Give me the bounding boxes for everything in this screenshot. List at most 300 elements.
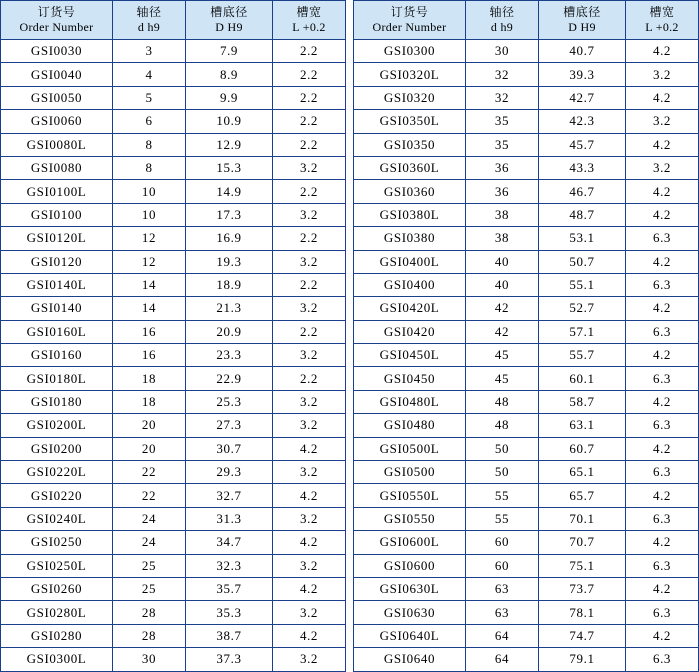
cell-shaft-diameter: 30 bbox=[113, 648, 186, 671]
cell-order-number: GSI0360L bbox=[354, 156, 466, 179]
table-row bbox=[354, 203, 699, 226]
table-row bbox=[1, 63, 346, 86]
cell-groove-width: 4.2 bbox=[626, 437, 699, 460]
header-shaft-diameter bbox=[113, 1, 186, 40]
cell-shaft-diameter: 35 bbox=[466, 133, 539, 156]
cell-shaft-diameter: 42 bbox=[466, 297, 539, 320]
cell-order-number: GSI0140 bbox=[1, 297, 113, 320]
header-row bbox=[354, 1, 699, 40]
cell-groove-width: 6.3 bbox=[626, 601, 699, 624]
cell-groove-width: 4.2 bbox=[273, 531, 346, 554]
right-table-body bbox=[354, 40, 699, 672]
cell-groove-bottom-diameter: 32.3 bbox=[186, 554, 273, 577]
cell-shaft-diameter: 24 bbox=[113, 531, 186, 554]
cell-groove-width: 2.2 bbox=[273, 40, 346, 63]
table-row bbox=[1, 40, 346, 63]
header-groove-width bbox=[273, 1, 346, 40]
cell-groove-width: 6.3 bbox=[626, 648, 699, 671]
cell-order-number: GSI0200 bbox=[1, 437, 113, 460]
header-shaft-diameter-cn: 轴径 bbox=[489, 5, 515, 19]
header-row bbox=[1, 1, 346, 40]
cell-order-number: GSI0030 bbox=[1, 40, 113, 63]
table-row bbox=[354, 250, 699, 273]
header-groove-width-cn: 槽宽 bbox=[296, 5, 322, 19]
cell-groove-width: 4.2 bbox=[626, 203, 699, 226]
cell-order-number: GSI0250L bbox=[1, 554, 113, 577]
table-row bbox=[1, 203, 346, 226]
cell-order-number: GSI0420L bbox=[354, 297, 466, 320]
cell-order-number: GSI0280L bbox=[1, 601, 113, 624]
cell-groove-bottom-diameter: 25.3 bbox=[186, 390, 273, 413]
cell-groove-bottom-diameter: 14.9 bbox=[186, 180, 273, 203]
cell-shaft-diameter: 50 bbox=[466, 461, 539, 484]
cell-groove-bottom-diameter: 79.1 bbox=[539, 648, 626, 671]
header-order-number bbox=[354, 1, 466, 40]
cell-shaft-diameter: 3 bbox=[113, 40, 186, 63]
cell-groove-bottom-diameter: 7.9 bbox=[186, 40, 273, 63]
table-row bbox=[354, 40, 699, 63]
left-spec-table bbox=[0, 0, 346, 672]
table-row bbox=[354, 484, 699, 507]
cell-groove-width: 6.3 bbox=[626, 414, 699, 437]
cell-groove-width: 4.2 bbox=[626, 344, 699, 367]
cell-order-number: GSI0380L bbox=[354, 203, 466, 226]
cell-groove-width: 4.2 bbox=[273, 437, 346, 460]
cell-shaft-diameter: 48 bbox=[466, 390, 539, 413]
cell-groove-bottom-diameter: 75.1 bbox=[539, 554, 626, 577]
cell-shaft-diameter: 8 bbox=[113, 133, 186, 156]
table-row bbox=[1, 110, 346, 133]
cell-order-number: GSI0120L bbox=[1, 227, 113, 250]
cell-shaft-diameter: 10 bbox=[113, 203, 186, 226]
table-row bbox=[354, 227, 699, 250]
table-row bbox=[354, 624, 699, 647]
cell-order-number: GSI0200L bbox=[1, 414, 113, 437]
cell-groove-width: 6.3 bbox=[626, 367, 699, 390]
table-row bbox=[354, 63, 699, 86]
cell-shaft-diameter: 55 bbox=[466, 507, 539, 530]
cell-order-number: GSI0400 bbox=[354, 273, 466, 296]
cell-order-number: GSI0380 bbox=[354, 227, 466, 250]
table-row bbox=[354, 531, 699, 554]
cell-groove-bottom-diameter: 35.3 bbox=[186, 601, 273, 624]
cell-groove-width: 4.2 bbox=[626, 133, 699, 156]
cell-groove-width: 4.2 bbox=[626, 40, 699, 63]
table-row bbox=[1, 156, 346, 179]
table-gap bbox=[346, 0, 353, 610]
header-groove-width-en: L +0.2 bbox=[292, 20, 326, 34]
cell-order-number: GSI0280 bbox=[1, 624, 113, 647]
cell-order-number: GSI0640L bbox=[354, 624, 466, 647]
cell-groove-bottom-diameter: 16.9 bbox=[186, 227, 273, 250]
cell-groove-bottom-diameter: 27.3 bbox=[186, 414, 273, 437]
cell-shaft-diameter: 36 bbox=[466, 156, 539, 179]
cell-order-number: GSI0350L bbox=[354, 110, 466, 133]
header-order-number-en: Order Number bbox=[19, 20, 94, 34]
table-row bbox=[354, 367, 699, 390]
header-groove-width-cn: 槽宽 bbox=[649, 5, 675, 19]
cell-groove-width: 3.2 bbox=[626, 63, 699, 86]
table-row bbox=[354, 507, 699, 530]
cell-groove-bottom-diameter: 38.7 bbox=[186, 624, 273, 647]
cell-shaft-diameter: 25 bbox=[113, 554, 186, 577]
cell-groove-width: 6.3 bbox=[626, 320, 699, 343]
cell-shaft-diameter: 12 bbox=[113, 250, 186, 273]
cell-order-number: GSI0140L bbox=[1, 273, 113, 296]
cell-groove-bottom-diameter: 53.1 bbox=[539, 227, 626, 250]
cell-groove-bottom-diameter: 52.7 bbox=[539, 297, 626, 320]
cell-shaft-diameter: 36 bbox=[466, 180, 539, 203]
table-row bbox=[1, 624, 346, 647]
cell-groove-width: 6.3 bbox=[626, 554, 699, 577]
header-groove-width-en: L +0.2 bbox=[645, 20, 679, 34]
cell-shaft-diameter: 45 bbox=[466, 367, 539, 390]
header-order-number-cn: 订货号 bbox=[390, 5, 429, 19]
cell-order-number: GSI0320L bbox=[354, 63, 466, 86]
table-row bbox=[1, 320, 346, 343]
cell-order-number: GSI0550 bbox=[354, 507, 466, 530]
header-order-number-en: Order Number bbox=[372, 20, 447, 34]
cell-groove-width: 3.2 bbox=[273, 344, 346, 367]
cell-shaft-diameter: 38 bbox=[466, 203, 539, 226]
cell-groove-width: 3.2 bbox=[273, 461, 346, 484]
cell-order-number: GSI0300L bbox=[1, 648, 113, 671]
cell-groove-bottom-diameter: 45.7 bbox=[539, 133, 626, 156]
table-row bbox=[1, 484, 346, 507]
cell-order-number: GSI0180L bbox=[1, 367, 113, 390]
cell-groove-width: 4.2 bbox=[626, 390, 699, 413]
table-row bbox=[1, 554, 346, 577]
cell-groove-width: 3.2 bbox=[626, 156, 699, 179]
cell-shaft-diameter: 32 bbox=[466, 63, 539, 86]
cell-order-number: GSI0300 bbox=[354, 40, 466, 63]
cell-groove-bottom-diameter: 43.3 bbox=[539, 156, 626, 179]
cell-order-number: GSI0400L bbox=[354, 250, 466, 273]
cell-shaft-diameter: 6 bbox=[113, 110, 186, 133]
cell-order-number: GSI0120 bbox=[1, 250, 113, 273]
right-table-header bbox=[354, 1, 699, 40]
cell-groove-bottom-diameter: 70.1 bbox=[539, 507, 626, 530]
header-groove-bottom-diameter bbox=[186, 1, 273, 40]
cell-groove-bottom-diameter: 63.1 bbox=[539, 414, 626, 437]
cell-groove-width: 2.2 bbox=[273, 273, 346, 296]
cell-shaft-diameter: 16 bbox=[113, 344, 186, 367]
table-row bbox=[1, 414, 346, 437]
table-row bbox=[1, 227, 346, 250]
header-order-number-cn: 订货号 bbox=[37, 5, 76, 19]
header-groove-bottom-diameter-cn: 槽底径 bbox=[563, 5, 601, 19]
table-row bbox=[354, 577, 699, 600]
cell-shaft-diameter: 35 bbox=[466, 110, 539, 133]
cell-shaft-diameter: 14 bbox=[113, 273, 186, 296]
cell-groove-bottom-diameter: 39.3 bbox=[539, 63, 626, 86]
cell-groove-width: 3.2 bbox=[273, 250, 346, 273]
cell-groove-bottom-diameter: 30.7 bbox=[186, 437, 273, 460]
cell-order-number: GSI0080 bbox=[1, 156, 113, 179]
table-row bbox=[1, 577, 346, 600]
cell-order-number: GSI0480L bbox=[354, 390, 466, 413]
header-groove-bottom-diameter-en: D H9 bbox=[215, 20, 243, 34]
cell-groove-bottom-diameter: 9.9 bbox=[186, 86, 273, 109]
cell-order-number: GSI0320 bbox=[354, 86, 466, 109]
cell-shaft-diameter: 48 bbox=[466, 414, 539, 437]
cell-groove-bottom-diameter: 65.1 bbox=[539, 461, 626, 484]
cell-groove-width: 4.2 bbox=[273, 577, 346, 600]
cell-order-number: GSI0450 bbox=[354, 367, 466, 390]
cell-order-number: GSI0260 bbox=[1, 577, 113, 600]
cell-groove-width: 3.2 bbox=[273, 507, 346, 530]
cell-groove-bottom-diameter: 65.7 bbox=[539, 484, 626, 507]
header-shaft-diameter-cn: 轴径 bbox=[136, 5, 162, 19]
cell-groove-bottom-diameter: 8.9 bbox=[186, 63, 273, 86]
cell-shaft-diameter: 63 bbox=[466, 601, 539, 624]
cell-order-number: GSI0160 bbox=[1, 344, 113, 367]
table-row bbox=[354, 437, 699, 460]
cell-groove-width: 4.2 bbox=[273, 484, 346, 507]
table-row bbox=[1, 390, 346, 413]
cell-groove-bottom-diameter: 20.9 bbox=[186, 320, 273, 343]
cell-groove-bottom-diameter: 35.7 bbox=[186, 577, 273, 600]
table-row bbox=[354, 110, 699, 133]
cell-order-number: GSI0080L bbox=[1, 133, 113, 156]
cell-groove-bottom-diameter: 37.3 bbox=[186, 648, 273, 671]
cell-order-number: GSI0600L bbox=[354, 531, 466, 554]
cell-groove-bottom-diameter: 17.3 bbox=[186, 203, 273, 226]
table-row bbox=[1, 531, 346, 554]
cell-order-number: GSI0040 bbox=[1, 63, 113, 86]
table-row bbox=[1, 133, 346, 156]
cell-order-number: GSI0420 bbox=[354, 320, 466, 343]
cell-groove-width: 2.2 bbox=[273, 133, 346, 156]
table-row bbox=[1, 601, 346, 624]
table-row bbox=[1, 297, 346, 320]
cell-shaft-diameter: 18 bbox=[113, 390, 186, 413]
cell-groove-bottom-diameter: 78.1 bbox=[539, 601, 626, 624]
cell-order-number: GSI0240L bbox=[1, 507, 113, 530]
cell-groove-width: 4.2 bbox=[626, 577, 699, 600]
cell-shaft-diameter: 8 bbox=[113, 156, 186, 179]
cell-shaft-diameter: 60 bbox=[466, 554, 539, 577]
cell-groove-width: 4.2 bbox=[626, 531, 699, 554]
cell-groove-width: 3.2 bbox=[273, 554, 346, 577]
table-row bbox=[354, 320, 699, 343]
cell-order-number: GSI0160L bbox=[1, 320, 113, 343]
cell-order-number: GSI0550L bbox=[354, 484, 466, 507]
table-row bbox=[1, 273, 346, 296]
cell-shaft-diameter: 64 bbox=[466, 648, 539, 671]
cell-groove-width: 4.2 bbox=[626, 624, 699, 647]
cell-shaft-diameter: 28 bbox=[113, 601, 186, 624]
table-row bbox=[1, 367, 346, 390]
cell-order-number: GSI0100L bbox=[1, 180, 113, 203]
cell-shaft-diameter: 45 bbox=[466, 344, 539, 367]
cell-shaft-diameter: 40 bbox=[466, 273, 539, 296]
cell-shaft-diameter: 32 bbox=[466, 86, 539, 109]
cell-shaft-diameter: 12 bbox=[113, 227, 186, 250]
table-row bbox=[354, 156, 699, 179]
cell-groove-width: 2.2 bbox=[273, 367, 346, 390]
cell-groove-bottom-diameter: 15.3 bbox=[186, 156, 273, 179]
cell-order-number: GSI0630 bbox=[354, 601, 466, 624]
table-row bbox=[354, 554, 699, 577]
cell-groove-bottom-diameter: 34.7 bbox=[186, 531, 273, 554]
cell-shaft-diameter: 22 bbox=[113, 484, 186, 507]
cell-groove-bottom-diameter: 31.3 bbox=[186, 507, 273, 530]
table-row bbox=[1, 250, 346, 273]
header-shaft-diameter-en: d h9 bbox=[490, 20, 514, 34]
header-groove-width bbox=[626, 1, 699, 40]
table-row bbox=[354, 86, 699, 109]
cell-groove-width: 4.2 bbox=[626, 250, 699, 273]
cell-order-number: GSI0500 bbox=[354, 461, 466, 484]
cell-shaft-diameter: 40 bbox=[466, 250, 539, 273]
cell-groove-bottom-diameter: 48.7 bbox=[539, 203, 626, 226]
header-groove-bottom-diameter bbox=[539, 1, 626, 40]
cell-groove-bottom-diameter: 60.1 bbox=[539, 367, 626, 390]
cell-groove-bottom-diameter: 18.9 bbox=[186, 273, 273, 296]
cell-groove-bottom-diameter: 55.1 bbox=[539, 273, 626, 296]
right-spec-table bbox=[353, 0, 699, 672]
cell-shaft-diameter: 4 bbox=[113, 63, 186, 86]
cell-shaft-diameter: 20 bbox=[113, 414, 186, 437]
cell-groove-bottom-diameter: 12.9 bbox=[186, 133, 273, 156]
cell-shaft-diameter: 50 bbox=[466, 437, 539, 460]
cell-groove-bottom-diameter: 50.7 bbox=[539, 250, 626, 273]
cell-shaft-diameter: 64 bbox=[466, 624, 539, 647]
cell-groove-width: 6.3 bbox=[626, 461, 699, 484]
table-row bbox=[354, 390, 699, 413]
cell-groove-width: 3.2 bbox=[273, 203, 346, 226]
header-groove-bottom-diameter-en: D H9 bbox=[568, 20, 596, 34]
cell-groove-bottom-diameter: 55.7 bbox=[539, 344, 626, 367]
table-row bbox=[1, 86, 346, 109]
cell-shaft-diameter: 28 bbox=[113, 624, 186, 647]
table-row bbox=[1, 180, 346, 203]
cell-groove-bottom-diameter: 21.3 bbox=[186, 297, 273, 320]
cell-groove-bottom-diameter: 74.7 bbox=[539, 624, 626, 647]
cell-groove-bottom-diameter: 70.7 bbox=[539, 531, 626, 554]
cell-groove-width: 3.2 bbox=[273, 297, 346, 320]
cell-groove-bottom-diameter: 42.3 bbox=[539, 110, 626, 133]
table-row bbox=[354, 344, 699, 367]
table-row bbox=[1, 461, 346, 484]
cell-shaft-diameter: 14 bbox=[113, 297, 186, 320]
cell-shaft-diameter: 10 bbox=[113, 180, 186, 203]
cell-groove-bottom-diameter: 32.7 bbox=[186, 484, 273, 507]
table-row bbox=[354, 297, 699, 320]
cell-order-number: GSI0060 bbox=[1, 110, 113, 133]
cell-groove-width: 2.2 bbox=[273, 110, 346, 133]
table-row bbox=[354, 133, 699, 156]
cell-shaft-diameter: 63 bbox=[466, 577, 539, 600]
table-row bbox=[1, 507, 346, 530]
cell-groove-bottom-diameter: 60.7 bbox=[539, 437, 626, 460]
cell-groove-width: 2.2 bbox=[273, 180, 346, 203]
cell-shaft-diameter: 16 bbox=[113, 320, 186, 343]
cell-order-number: GSI0600 bbox=[354, 554, 466, 577]
cell-groove-bottom-diameter: 22.9 bbox=[186, 367, 273, 390]
cell-groove-width: 6.3 bbox=[626, 227, 699, 250]
left-table-body bbox=[1, 40, 346, 672]
cell-groove-width: 4.2 bbox=[273, 624, 346, 647]
header-shaft-diameter bbox=[466, 1, 539, 40]
cell-shaft-diameter: 5 bbox=[113, 86, 186, 109]
cell-groove-width: 2.2 bbox=[273, 63, 346, 86]
cell-groove-width: 4.2 bbox=[626, 86, 699, 109]
table-row bbox=[354, 461, 699, 484]
cell-order-number: GSI0220 bbox=[1, 484, 113, 507]
cell-order-number: GSI0640 bbox=[354, 648, 466, 671]
table-row bbox=[1, 437, 346, 460]
cell-shaft-diameter: 55 bbox=[466, 484, 539, 507]
cell-order-number: GSI0050 bbox=[1, 86, 113, 109]
cell-order-number: GSI0220L bbox=[1, 461, 113, 484]
cell-shaft-diameter: 25 bbox=[113, 577, 186, 600]
cell-shaft-diameter: 18 bbox=[113, 367, 186, 390]
cell-groove-width: 3.2 bbox=[273, 156, 346, 179]
cell-groove-width: 6.3 bbox=[626, 273, 699, 296]
cell-groove-bottom-diameter: 46.7 bbox=[539, 180, 626, 203]
cell-groove-bottom-diameter: 23.3 bbox=[186, 344, 273, 367]
cell-groove-bottom-diameter: 29.3 bbox=[186, 461, 273, 484]
cell-order-number: GSI0180 bbox=[1, 390, 113, 413]
cell-groove-width: 4.2 bbox=[626, 484, 699, 507]
table-row bbox=[354, 180, 699, 203]
cell-groove-width: 3.2 bbox=[273, 414, 346, 437]
cell-groove-bottom-diameter: 40.7 bbox=[539, 40, 626, 63]
cell-order-number: GSI0450L bbox=[354, 344, 466, 367]
cell-groove-width: 3.2 bbox=[273, 601, 346, 624]
table-row bbox=[354, 414, 699, 437]
cell-groove-width: 3.2 bbox=[273, 648, 346, 671]
table-row bbox=[1, 344, 346, 367]
cell-shaft-diameter: 38 bbox=[466, 227, 539, 250]
cell-shaft-diameter: 24 bbox=[113, 507, 186, 530]
cell-groove-width: 2.2 bbox=[273, 86, 346, 109]
cell-groove-width: 4.2 bbox=[626, 180, 699, 203]
cell-order-number: GSI0630L bbox=[354, 577, 466, 600]
cell-groove-width: 2.2 bbox=[273, 320, 346, 343]
cell-order-number: GSI0250 bbox=[1, 531, 113, 554]
cell-groove-width: 6.3 bbox=[626, 507, 699, 530]
cell-shaft-diameter: 20 bbox=[113, 437, 186, 460]
header-order-number bbox=[1, 1, 113, 40]
cell-groove-bottom-diameter: 58.7 bbox=[539, 390, 626, 413]
cell-shaft-diameter: 60 bbox=[466, 531, 539, 554]
cell-groove-bottom-diameter: 10.9 bbox=[186, 110, 273, 133]
cell-groove-bottom-diameter: 19.3 bbox=[186, 250, 273, 273]
cell-groove-width: 3.2 bbox=[273, 390, 346, 413]
table-row bbox=[354, 273, 699, 296]
cell-shaft-diameter: 30 bbox=[466, 40, 539, 63]
table-row bbox=[354, 601, 699, 624]
cell-groove-width: 3.2 bbox=[626, 110, 699, 133]
header-groove-bottom-diameter-cn: 槽底径 bbox=[210, 5, 248, 19]
table-row bbox=[1, 648, 346, 671]
cell-order-number: GSI0480 bbox=[354, 414, 466, 437]
cell-groove-bottom-diameter: 73.7 bbox=[539, 577, 626, 600]
cell-order-number: GSI0360 bbox=[354, 180, 466, 203]
left-table-header bbox=[1, 1, 346, 40]
cell-order-number: GSI0500L bbox=[354, 437, 466, 460]
cell-groove-bottom-diameter: 42.7 bbox=[539, 86, 626, 109]
cell-groove-bottom-diameter: 57.1 bbox=[539, 320, 626, 343]
cell-groove-width: 4.2 bbox=[626, 297, 699, 320]
cell-order-number: GSI0100 bbox=[1, 203, 113, 226]
cell-order-number: GSI0350 bbox=[354, 133, 466, 156]
cell-shaft-diameter: 22 bbox=[113, 461, 186, 484]
cell-shaft-diameter: 42 bbox=[466, 320, 539, 343]
